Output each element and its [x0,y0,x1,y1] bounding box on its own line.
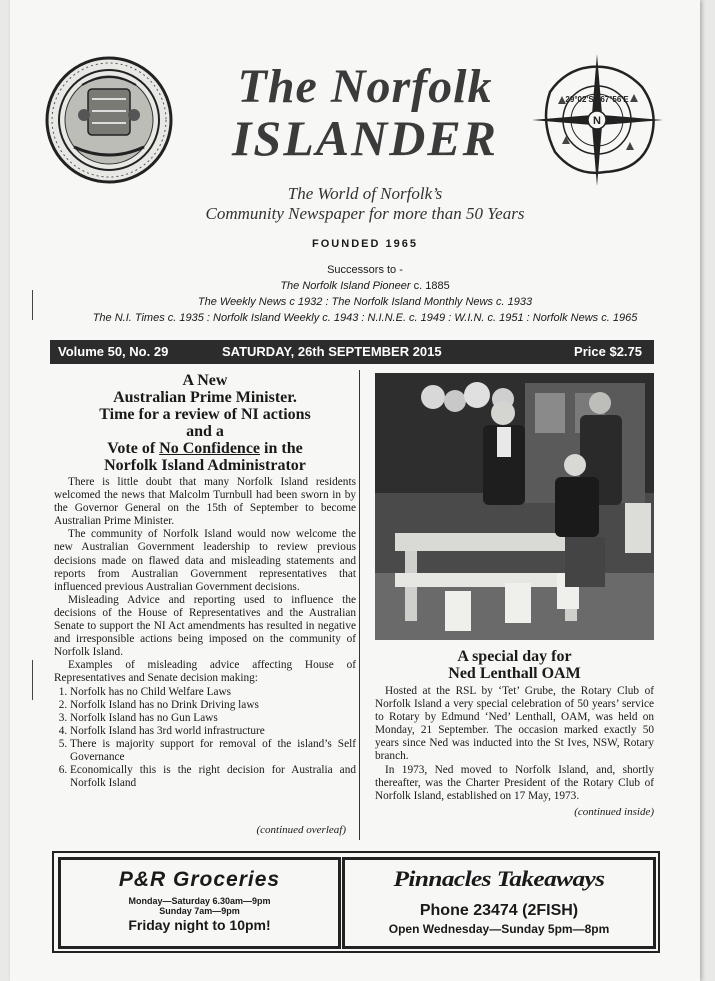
successors-line-3: The N.I. Times c. 1935 : Norfolk Island Weekly c. 1943 : N.I.N.E. c. 1949 : W.I.N. c. 1951 : Norfolk News c. 1965 [92,312,638,324]
newspaper-page [10,0,700,981]
groceries-name: P&R Groceries [118,868,281,891]
lead-article-body [54,476,356,790]
list-item: 2. Norfolk Island has no Drink Driving laws [70,699,356,712]
masthead-tagline [160,184,570,224]
side-headline-2: Ned Lenthall OAM [448,665,581,682]
side-paragraph-2: In 1973, Ned moved to Norfolk Island, and, shortly thereafter, was the Charter President of the Rotary Club of Norfolk Island, established on 17 May, 1973. [375,763,654,802]
side-headline [375,648,654,682]
norfolk-island-seal-icon [44,55,174,185]
margin-pen-mark [32,290,33,320]
column-divider [359,370,360,840]
successors-line-1: The Norfolk Island Pioneer c. 1885 [280,280,450,292]
tagline-line-1: The World of Norfolk’s [287,184,443,203]
lead-headline-5: Vote of No Confidence in the [107,440,303,457]
list-item: 1. Norfolk has no Child Welfare Laws [70,686,356,699]
groceries-advert [58,857,341,949]
list-item: 3. Norfolk Island has no Gun Laws [70,712,356,725]
takeaways-advert [342,857,656,949]
takeaways-phone: Phone 23474 (2FISH) [419,902,579,919]
side-headline-1: A special day for [457,648,572,665]
groceries-hours-weekday: Monday—Saturday 6.30am—9pm [128,896,271,906]
issue-info-bar [50,340,654,364]
lead-headline-1: A New [182,372,228,389]
lead-headline-3: Time for a review of NI actions [99,406,311,423]
groceries-hours-sunday: Sunday 7am—9pm [159,906,240,916]
lead-continued-note: (continued overleaf) [256,824,346,836]
misleading-advice-list [54,686,356,791]
issue-price: Price $2.75 [574,344,642,359]
issue-volume: Volume 50, No. 29 [58,344,169,359]
lead-headline-2: Australian Prime Minister. [113,389,297,406]
lead-paragraph-3: Misleading Advice and reporting used to influence the decisions of the House of Representatives and the Australian Senate to support the NI Act amendments has resulted in negative and irresponsible actions being imposed on the community of Norfolk Island. [54,593,356,659]
list-item: 5. There is majority support for removal of the island’s Self Governance [70,738,356,764]
title-line-1: The Norfolk [237,60,493,113]
issue-date: SATURDAY, 26th SEPTEMBER 2015 [222,344,442,359]
compass-coordinates: 29°02'S 167°56'E [565,95,629,104]
tagline-line-2: Community Newspaper for more than 50 Years [205,204,525,223]
lead-headline-4: and a [186,423,224,440]
successors-intro: Successors to - [327,264,403,276]
list-item: 4. Norfolk Island has 3rd world infrastructure [70,725,356,738]
takeaways-hours: Open Wednesday—Sunday 5pm—8pm [388,922,610,936]
masthead-title [175,62,555,164]
takeaways-name: Pinnacles Takeaways [393,866,605,891]
lead-paragraph-4: Examples of misleading advice affecting House of Representatives and Senate decision making: [54,659,356,685]
side-continued-note: (continued inside) [574,806,654,818]
successors-list [50,262,680,326]
list-item: 6. Economically this is the right decision for Australia and Norfolk Island [70,764,356,790]
side-paragraph-1: Hosted at the RSL by ‘Tet’ Grube, the Rotary Club of Norfolk Island a very special celebration of 50 years’ service to Rotary by Edmund ‘Ned’ Lenthall, OAM, was held on Monday, 21 September. The occasion marked exactly 50 years since Ned was inducted into the St Ives, NSW, Rotary branch. [375,685,654,763]
compass-letter: N [593,115,601,127]
title-line-2: ISLANDER [231,110,499,166]
margin-pen-mark [32,660,33,700]
lead-headline-6: Norfolk Island Administrator [104,457,306,474]
lead-paragraph-1: There is little doubt that many Norfolk Island residents welcomed the news that Malcolm Turnbull had been sworn in by the Governor General on the 15th of September to become Australian Prime Minister. [54,476,356,528]
founded-year: FOUNDED 1965 [312,238,418,250]
successors-line-2: The Weekly News c 1932 : The Norfolk Island Monthly News c. 1933 [197,296,533,308]
groceries-friday: Friday night to 10pm! [128,917,271,933]
side-article-body [375,685,654,803]
celebration-photo [375,373,654,640]
lead-paragraph-2: The community of Norfolk Island would now welcome the new Australian Government leadership to review previous decisions made on flawed data and misleading statements and reports from Australian Government representatives that influenced previous Australian Government decisions. [54,528,356,593]
lead-headline [54,372,356,474]
